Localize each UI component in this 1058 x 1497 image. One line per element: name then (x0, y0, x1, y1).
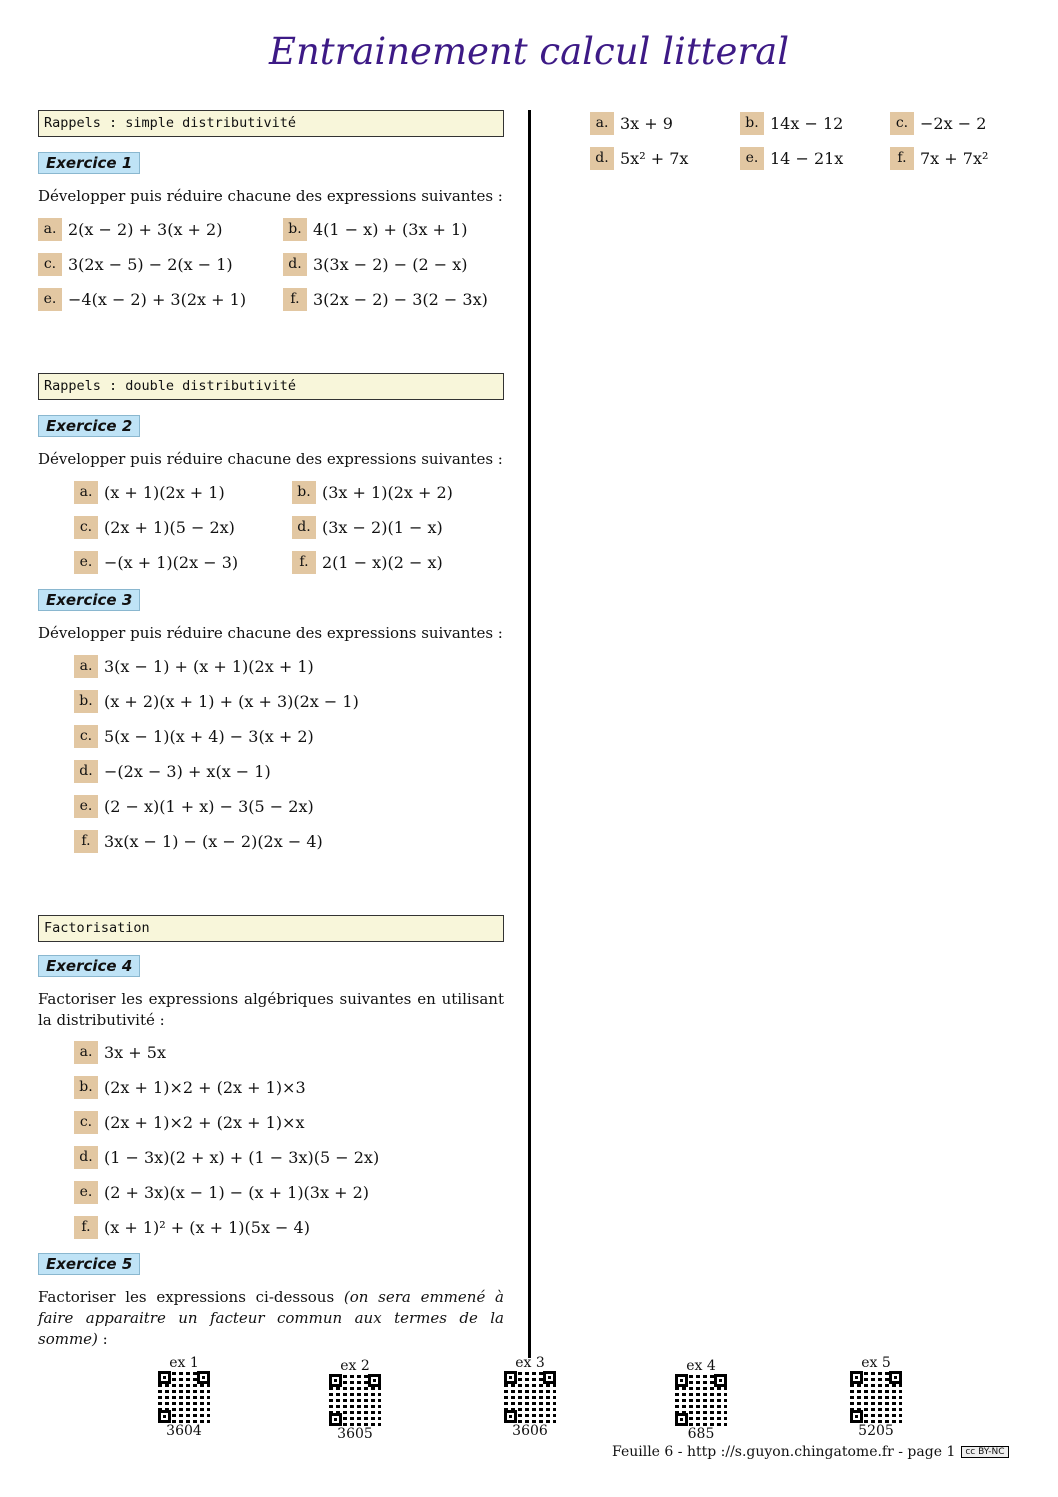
cc-license-icon: cc BY-NC (961, 1446, 1008, 1458)
list-item (590, 147, 740, 170)
item-expression: 14x − 12 (770, 114, 844, 133)
item-expression: 14 − 21x (770, 149, 844, 168)
exercise-5-label: Exercice 5 (38, 1253, 140, 1275)
item-expression: (3x − 2)(1 − x) (322, 518, 443, 537)
list-item (74, 551, 292, 574)
item-expression: (x + 2)(x + 1) + (x + 3)(2x − 1) (104, 692, 359, 711)
qr-code-ex5[interactable] (831, 1355, 921, 1439)
item-expression: (3x + 1)(2x + 2) (322, 483, 453, 502)
item-label: c. (74, 516, 98, 539)
item-expression: 7x + 7x² (920, 149, 989, 168)
qr-code-icon (504, 1371, 556, 1423)
list-item (740, 147, 890, 170)
list-item (292, 481, 492, 504)
item-label: c. (890, 112, 914, 135)
rappel-double-distributivite: Rappels : double distributivité (38, 373, 504, 400)
item-label: e. (74, 795, 98, 818)
item-label: a. (590, 112, 614, 135)
qr-number: 685 (687, 1426, 715, 1442)
item-expression: (2x + 1)(5 − 2x) (104, 518, 235, 537)
item-label: f. (74, 1216, 98, 1239)
list-item (74, 516, 292, 539)
list-item (890, 112, 1030, 135)
list-item (74, 830, 504, 853)
list-item (74, 1041, 504, 1064)
exercise-2-instruction: Développer puis réduire chacune des expressions suivantes : (38, 450, 503, 468)
item-label: e. (740, 147, 764, 170)
list-item (283, 288, 498, 311)
item-expression: (2x + 1)×2 + (2x + 1)×3 (104, 1078, 306, 1097)
exercise-5-instruction-text: Factoriser les expressions ci-dessous (38, 1288, 344, 1306)
item-expression: 3x + 5x (104, 1043, 166, 1062)
item-expression: (x + 1)² + (x + 1)(5x − 4) (104, 1218, 310, 1237)
qr-code-ex2[interactable] (310, 1358, 400, 1442)
item-expression: 4(1 − x) + (3x + 1) (313, 220, 468, 239)
exercise-5-instruction (38, 1287, 504, 1350)
item-expression: −4(x − 2) + 3(2x + 1) (68, 290, 247, 309)
exercise-1-instruction: Développer puis réduire chacune des expressions suivantes : (38, 187, 503, 205)
exercise-2-label: Exercice 2 (38, 415, 140, 437)
item-label: f. (292, 551, 316, 574)
list-item (38, 253, 283, 276)
exercise-4-instruction: Factoriser les expressions algébriques suivantes en utilisant la distributivité : (38, 990, 504, 1029)
rappel-simple-distributivite: Rappels : simple distributivité (38, 110, 504, 137)
exercise-3-items (74, 655, 504, 853)
item-expression: 3(x − 1) + (x + 1)(2x + 1) (104, 657, 314, 676)
item-label: a. (74, 481, 98, 504)
qr-number: 5205 (858, 1423, 894, 1439)
item-label: a. (38, 218, 62, 241)
qr-label: ex 2 (340, 1358, 370, 1374)
qr-number: 3604 (166, 1423, 202, 1439)
item-expression: (2 + 3x)(x − 1) − (x + 1)(3x + 2) (104, 1183, 369, 1202)
item-expression: 3(2x − 2) − 3(2 − 3x) (313, 290, 488, 309)
item-label: d. (292, 516, 316, 539)
qr-code-icon (158, 1371, 210, 1423)
item-expression: (x + 1)(2x + 1) (104, 483, 225, 502)
left-column (38, 110, 504, 1350)
exercise-5-instruction-note: (on sera emmené à faire apparaitre un facteur commun aux termes de la somme) (38, 1288, 504, 1348)
list-item (74, 481, 292, 504)
item-label: d. (590, 147, 614, 170)
list-item (74, 725, 504, 748)
item-label: b. (74, 1076, 98, 1099)
exercise-5-instruction-end: : (97, 1330, 108, 1348)
qr-code-ex3[interactable] (485, 1355, 575, 1439)
item-label: e. (74, 551, 98, 574)
exercise-1-items (38, 218, 504, 311)
page-footer (612, 1444, 1009, 1460)
list-item (74, 1111, 504, 1134)
item-expression: 5(x − 1)(x + 4) − 3(x + 2) (104, 727, 314, 746)
list-item (74, 795, 504, 818)
exercise-3-instruction: Développer puis réduire chacune des expressions suivantes : (38, 624, 503, 642)
qr-label: ex 1 (169, 1355, 199, 1371)
item-label: f. (890, 147, 914, 170)
item-expression: 3x(x − 1) − (x − 2)(2x − 4) (104, 832, 323, 851)
list-item (74, 1181, 504, 1204)
list-item (283, 253, 498, 276)
qr-code-ex4[interactable] (656, 1358, 746, 1442)
list-item (740, 112, 890, 135)
item-label: c. (38, 253, 62, 276)
qr-code-icon (675, 1374, 727, 1426)
item-label: d. (74, 760, 98, 783)
item-expression: 3(2x − 5) − 2(x − 1) (68, 255, 233, 274)
list-item (74, 655, 504, 678)
list-item (74, 1146, 504, 1169)
item-label: d. (283, 253, 307, 276)
item-label: d. (74, 1146, 98, 1169)
item-label: c. (74, 1111, 98, 1134)
footer-text: Feuille 6 - http ://s.guyon.chingatome.fr - page 1 (612, 1444, 956, 1460)
list-item (74, 760, 504, 783)
item-expression: (2x + 1)×2 + (2x + 1)×x (104, 1113, 305, 1132)
list-item (74, 690, 504, 713)
qr-label: ex 4 (686, 1358, 716, 1374)
page-title: Entrainement calcul litteral (268, 30, 790, 73)
item-expression: 2(x − 2) + 3(x + 2) (68, 220, 223, 239)
list-item (590, 112, 740, 135)
item-label: c. (74, 725, 98, 748)
item-expression: 3(3x − 2) − (2 − x) (313, 255, 468, 274)
item-label: b. (740, 112, 764, 135)
exercise-4-label: Exercice 4 (38, 955, 140, 977)
list-item (74, 1076, 504, 1099)
right-column (590, 112, 1030, 170)
item-expression: (2 − x)(1 + x) − 3(5 − 2x) (104, 797, 314, 816)
qr-number: 3606 (512, 1423, 548, 1439)
item-expression: 3x + 9 (620, 114, 673, 133)
qr-label: ex 3 (515, 1355, 545, 1371)
list-item (890, 147, 1030, 170)
exercise-5-items (590, 112, 1030, 170)
item-label: a. (74, 1041, 98, 1064)
item-expression: −(x + 1)(2x − 3) (104, 553, 239, 572)
exercise-4-items (74, 1041, 504, 1239)
list-item (292, 551, 492, 574)
exercise-2-items (74, 481, 504, 574)
exercise-3-label: Exercice 3 (38, 589, 140, 611)
item-label: a. (74, 655, 98, 678)
list-item (38, 218, 283, 241)
item-expression: −(2x − 3) + x(x − 1) (104, 762, 271, 781)
qr-number: 3605 (337, 1426, 373, 1442)
item-label: f. (74, 830, 98, 853)
column-divider (528, 110, 531, 1358)
exercise-1-label: Exercice 1 (38, 152, 140, 174)
qr-code-icon (329, 1374, 381, 1426)
item-label: b. (292, 481, 316, 504)
list-item (38, 288, 283, 311)
list-item (74, 1216, 504, 1239)
item-label: f. (283, 288, 307, 311)
item-expression: (1 − 3x)(2 + x) + (1 − 3x)(5 − 2x) (104, 1148, 380, 1167)
item-expression: −2x − 2 (920, 114, 987, 133)
rappel-factorisation: Factorisation (38, 915, 504, 942)
qr-code-icon (850, 1371, 902, 1423)
item-label: b. (74, 690, 98, 713)
item-label: e. (74, 1181, 98, 1204)
item-expression: 5x² + 7x (620, 149, 689, 168)
item-label: e. (38, 288, 62, 311)
item-expression: 2(1 − x)(2 − x) (322, 553, 443, 572)
item-label: b. (283, 218, 307, 241)
qr-code-ex1[interactable] (139, 1355, 229, 1439)
list-item (283, 218, 498, 241)
list-item (292, 516, 492, 539)
qr-label: ex 5 (861, 1355, 891, 1371)
